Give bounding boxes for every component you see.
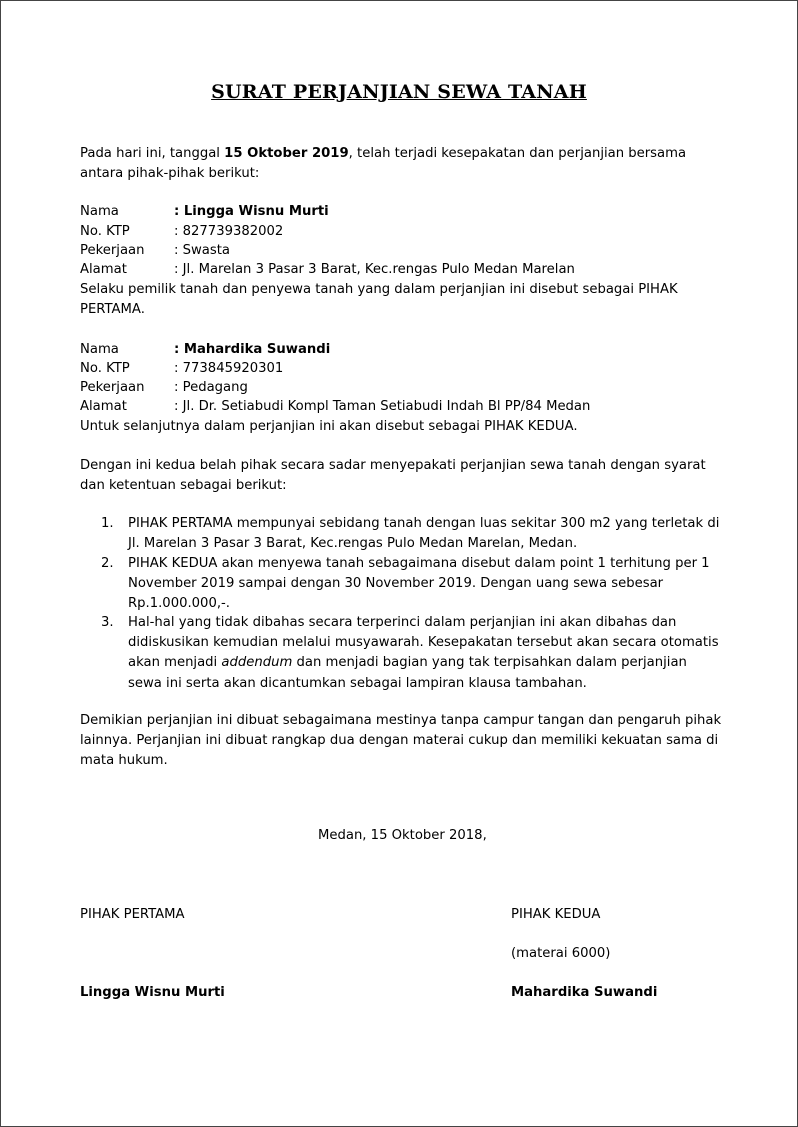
terms-intro: Dengan ini kedua belah pihak secara sadar menyepakati perjanjian sewa tanah dengan syarat dan ketentuan sebagai berikut: xyxy=(80,458,706,493)
document-title: SURAT PERJANJIAN SEWA TANAH xyxy=(211,81,587,103)
field-label: Pekerjaan xyxy=(80,243,145,258)
party1-name-row xyxy=(80,202,740,222)
party1-address-row xyxy=(80,260,740,280)
list-number: 2. xyxy=(101,556,114,571)
party2-address-row xyxy=(80,397,740,417)
intro-paragraph xyxy=(80,144,725,184)
party2-name: : Mahardika Suwandi xyxy=(174,342,331,357)
signature-left-title: PIHAK PERTAMA xyxy=(80,907,185,922)
party1-address: : Jl. Marelan 3 Pasar 3 Barat, Kec.rengas Pulo Medan Marelan xyxy=(174,262,575,277)
party1-job: : Swasta xyxy=(174,243,230,258)
field-label: No. KTP xyxy=(80,224,130,239)
field-label: Nama xyxy=(80,342,119,357)
field-label: Alamat xyxy=(80,399,127,414)
field-label: Pekerjaan xyxy=(80,380,145,395)
addendum-term: addendum xyxy=(221,655,293,671)
signature-left-name: Lingga Wisnu Murti xyxy=(80,985,225,1000)
party2-job-row xyxy=(80,378,740,398)
party1-note: Selaku pemilik tanah dan penyewa tanah yang dalam perjanjian ini disebut sebagai PIHAK PERTAMA. xyxy=(80,282,678,317)
field-label: Nama xyxy=(80,204,119,219)
party2-ktp-row xyxy=(80,359,740,379)
party2-note: Untuk selanjutnya dalam perjanjian ini akan disebut sebagai PIHAK KEDUA. xyxy=(80,419,578,434)
party2-name-row xyxy=(80,340,740,360)
party2-ktp: : 773845920301 xyxy=(174,361,284,376)
list-number: 1. xyxy=(101,516,114,531)
intro-text-before: Pada hari ini, tanggal xyxy=(80,146,225,161)
field-label: No. KTP xyxy=(80,361,130,376)
list-text: Hal-hal yang tidak dibahas secara terperinci dalam perjanjian ini akan dibahas dan didiskusikan kemudian melalui musyawarah. Kesepakatan tersebut akan secara otomatis akan menjadi addendum dan menjadi bagian yang tak terpisahkan dalam perjanjian sewa ini serta akan dicantumkan sebagai lampiran klausa tambahan. xyxy=(128,615,719,691)
signature-right-title: PIHAK KEDUA xyxy=(511,907,601,922)
intro-date: 15 Oktober 2019 xyxy=(224,146,349,161)
closing-paragraph: Demikian perjanjian ini dibuat sebagaimana mestinya tanpa campur tangan dan pengaruh pihak lainnya. Perjanjian ini dibuat rangkap dua dengan materai cukup dan memiliki kekuatan sama di mata hukum. xyxy=(80,713,722,768)
list-number: 3. xyxy=(101,615,114,630)
party2-address: : Jl. Dr. Setiabudi Kompl Taman Setiabudi Indah Bl PP/84 Medan xyxy=(174,399,591,414)
place-date: Medan, 15 Oktober 2018, xyxy=(318,828,487,843)
signature-right-name: Mahardika Suwandi xyxy=(511,985,658,1000)
party1-ktp-row xyxy=(80,222,740,242)
list-text: PIHAK KEDUA akan menyewa tanah sebagaimana disebut dalam point 1 terhitung per 1 November 2019 sampai dengan 30 November 2019. Dengan uang sewa sebesar Rp.1.000.000,-. xyxy=(128,556,710,612)
party1-ktp: : 827739382002 xyxy=(174,224,284,239)
stamp-note: (materai 6000) xyxy=(511,946,611,961)
field-label: Alamat xyxy=(80,262,127,277)
intro-text-after: , telah terjadi kesepakatan dan perjanjian bersama antara pihak-pihak berikut: xyxy=(80,146,687,181)
list-text: PIHAK PERTAMA mempunyai sebidang tanah dengan luas sekitar 300 m2 yang terletak di Jl. Marelan 3 Pasar 3 Barat, Kec.rengas Pulo Medan Marelan, Medan. xyxy=(128,516,720,552)
party2-job: : Pedagang xyxy=(174,380,248,395)
party1-job-row xyxy=(80,241,740,261)
party1-name: : Lingga Wisnu Murti xyxy=(174,204,329,219)
